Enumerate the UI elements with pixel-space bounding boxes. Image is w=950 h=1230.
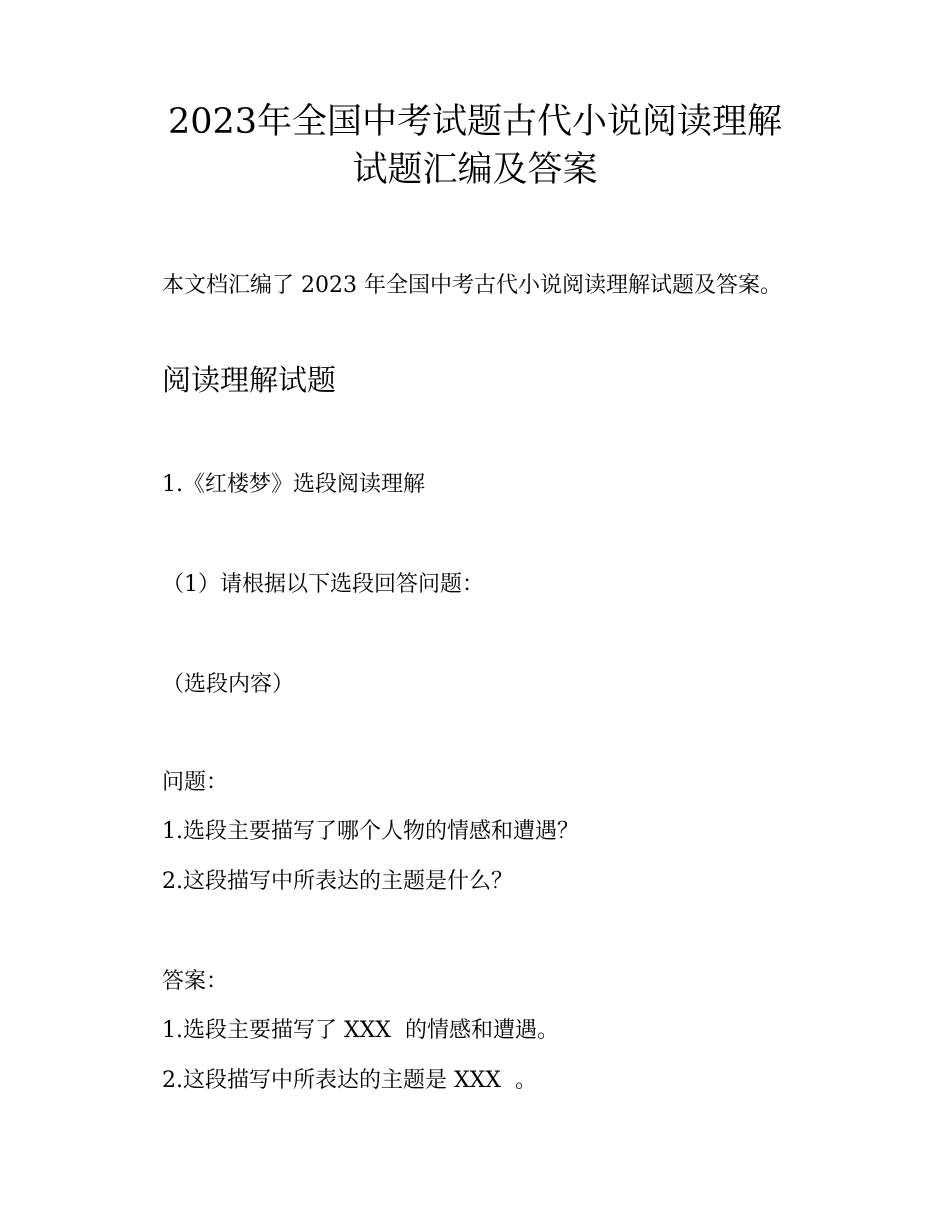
intro-paragraph: 本文档汇编了 2023 年全国中考古代小说阅读理解试题及答案。 bbox=[162, 273, 782, 298]
question-item: 2.这段描写中所表达的主题是什么？ bbox=[162, 869, 513, 894]
answer-item: 2.这段描写中所表达的主题是 XXX 。 bbox=[162, 1068, 537, 1093]
excerpt-placeholder: （选段内容） bbox=[162, 672, 295, 697]
question-item: 1.选段主要描写了哪个人物的情感和遭遇？ bbox=[162, 819, 579, 844]
section-heading: 阅读理解试题 bbox=[162, 363, 337, 397]
questions-label: 问题： bbox=[162, 770, 229, 795]
answer-item: 1.选段主要描写了 XXX 的情感和遭遇。 bbox=[162, 1018, 559, 1043]
question-sub-prompt: （1）请根据以下选段回答问题： bbox=[162, 572, 484, 597]
document-title-line-2: 试题汇编及答案 bbox=[352, 150, 598, 190]
question-title: 1.《红楼梦》选段阅读理解 bbox=[162, 472, 425, 497]
document-title-line-1: 2023年全国中考试题古代小说阅读理解 bbox=[167, 102, 783, 142]
answers-label: 答案： bbox=[162, 969, 229, 994]
